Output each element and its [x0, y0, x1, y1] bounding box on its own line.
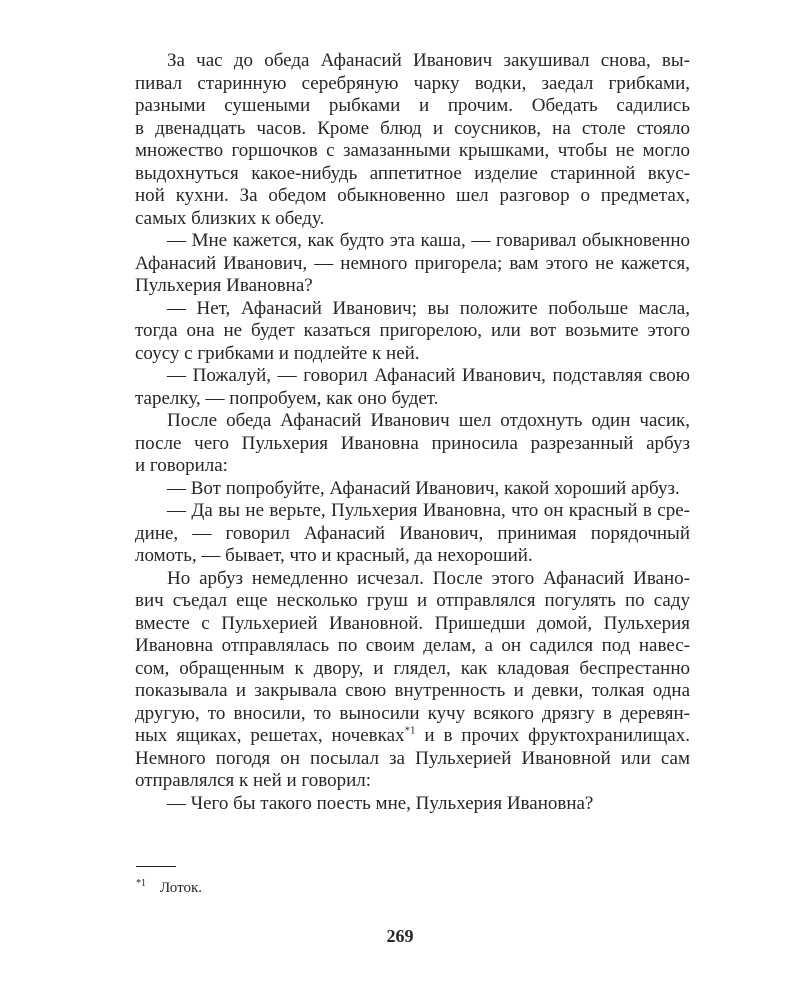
text-line: [135, 275, 690, 298]
text-line-content: За час до обеда Афанасий Иванович закушивал снова, вы-: [167, 50, 690, 71]
text-line-content: — Да вы не верьте, Пульхерия Ивановна, что он красный в сре-: [167, 500, 690, 521]
text-line: [135, 590, 690, 613]
text-line-content: Пульхерия Ивановна?: [135, 275, 313, 296]
footnote-marker: *1: [136, 878, 146, 889]
text-line-content: разными сушеными рыбками и прочим. Обедать садились: [135, 95, 690, 116]
text-line-content: самых близких к обеду.: [135, 207, 325, 229]
text-line: [135, 568, 690, 591]
text-line: [135, 725, 690, 748]
text-line: [135, 298, 690, 321]
text-line-content: Ивановна отправлялась по своим делам, а он садился под навес-: [135, 635, 690, 656]
text-line: [135, 118, 690, 141]
text-line-content: сом, обращенным к двору, и глядел, как кладовая беспрестанно: [135, 657, 690, 679]
text-line: [135, 163, 690, 186]
text-line: [135, 208, 690, 231]
text-line: [135, 680, 690, 703]
text-line-content: После обеда Афанасий Иванович шел отдохнуть один часик,: [167, 410, 690, 431]
text-line-content: множество горшочков с замазанными крышками, чтобы не могло: [135, 140, 690, 161]
text-line: [135, 703, 690, 726]
text-line: [135, 433, 690, 456]
text-line-content: показывала и закрывала свою внутренность и девки, толкая одна: [135, 680, 690, 701]
text-line-content: тогда она не будет казаться пригорелою, или вот возьмите этого: [135, 320, 690, 341]
text-line: [135, 73, 690, 96]
text-line-content: Афанасий Иванович, — немного пригорела; вам этого не кажется,: [135, 252, 690, 274]
text-line-content: Но арбуз немедленно исчезал. После этого Афанасий Ивано-: [167, 567, 690, 589]
text-line: [135, 523, 690, 546]
text-line: [135, 343, 690, 366]
text-line-content: — Чего бы такого поесть мне, Пульхерия Ивановна?: [167, 792, 594, 814]
text-line-content: — Нет, Афанасий Иванович; вы положите побольше масла,: [167, 297, 690, 319]
text-line: [135, 253, 690, 276]
text-line: [135, 320, 690, 343]
text-line: [135, 770, 690, 793]
text-line-content: тарелку, — попробуем, как оно будет.: [135, 387, 439, 409]
text-line: [135, 658, 690, 681]
text-line: [135, 230, 690, 253]
text-line-content: после чего Пульхерия Ивановна приносила разрезанный арбуз: [135, 432, 690, 454]
text-line-content: вич съедал еще несколько груш и отправлялся погулять по саду: [135, 590, 690, 611]
text-line-content: вместе с Пульхерией Ивановной. Пришедши домой, Пульхерия: [135, 612, 690, 634]
text-line-content: ной кухни. За обедом обыкновенно шел разговор о предметах,: [135, 185, 690, 206]
text-line: [135, 793, 690, 816]
footnote-rule: [136, 866, 176, 867]
text-line-content: дине, — говорил Афанасий Иванович, принимая порядочный: [135, 522, 690, 544]
footnote: [136, 878, 202, 898]
text-line: [135, 50, 690, 73]
text-line-content: другую, то вносили, то выносили кучу всякого дрязгу в деревян-: [135, 702, 690, 724]
text-line-content: соусу с грибками и подлейте к ней.: [135, 342, 420, 364]
text-line: [135, 500, 690, 523]
text-line-continuation: и в прочих фруктохранилищах.: [415, 725, 690, 746]
page-number: 269: [386, 926, 414, 946]
text-line: [135, 95, 690, 118]
text-line: [135, 140, 690, 163]
text-line: [135, 545, 690, 568]
text-line-content: ных ящиках, решетах, ночевках: [135, 725, 405, 746]
text-line-content: ломоть, — бывает, что и красный, да нехороший.: [135, 545, 533, 566]
text-line: [135, 748, 690, 771]
text-line: [135, 365, 690, 388]
text-line-content: Немного погодя он посылал за Пульхерией Ивановной или сам: [135, 747, 690, 769]
text-line: [135, 478, 690, 501]
text-line: [135, 613, 690, 636]
text-line: [135, 388, 690, 411]
text-line-content: пивал старинную серебряную чарку водки, заедал грибками,: [135, 72, 690, 94]
text-line: [135, 185, 690, 208]
text-line: [135, 455, 690, 478]
text-line-content: — Мне кажется, как будто эта каша, — говаривал обыкновенно: [167, 230, 690, 251]
footnote-reference: *1: [404, 724, 416, 737]
text-line-content: в двенадцать часов. Кроме блюд и соусников, на столе стояло: [135, 117, 690, 139]
text-line: [135, 635, 690, 658]
text-line-content: и говорила:: [135, 455, 228, 476]
main-text: [135, 50, 690, 815]
footnote-text: Лоток.: [160, 880, 202, 896]
text-line-content: — Вот попробуйте, Афанасий Иванович, какой хороший арбуз.: [167, 477, 680, 499]
text-line: [135, 410, 690, 433]
text-line-content: отправлялся к ней и говорил:: [135, 770, 372, 791]
text-line-content: выдохнуться какое-нибудь аппетитное изделие старинной вкус-: [135, 162, 690, 184]
text-line-content: — Пожалуй, — говорил Афанасий Иванович, подставляя свою: [167, 365, 690, 386]
